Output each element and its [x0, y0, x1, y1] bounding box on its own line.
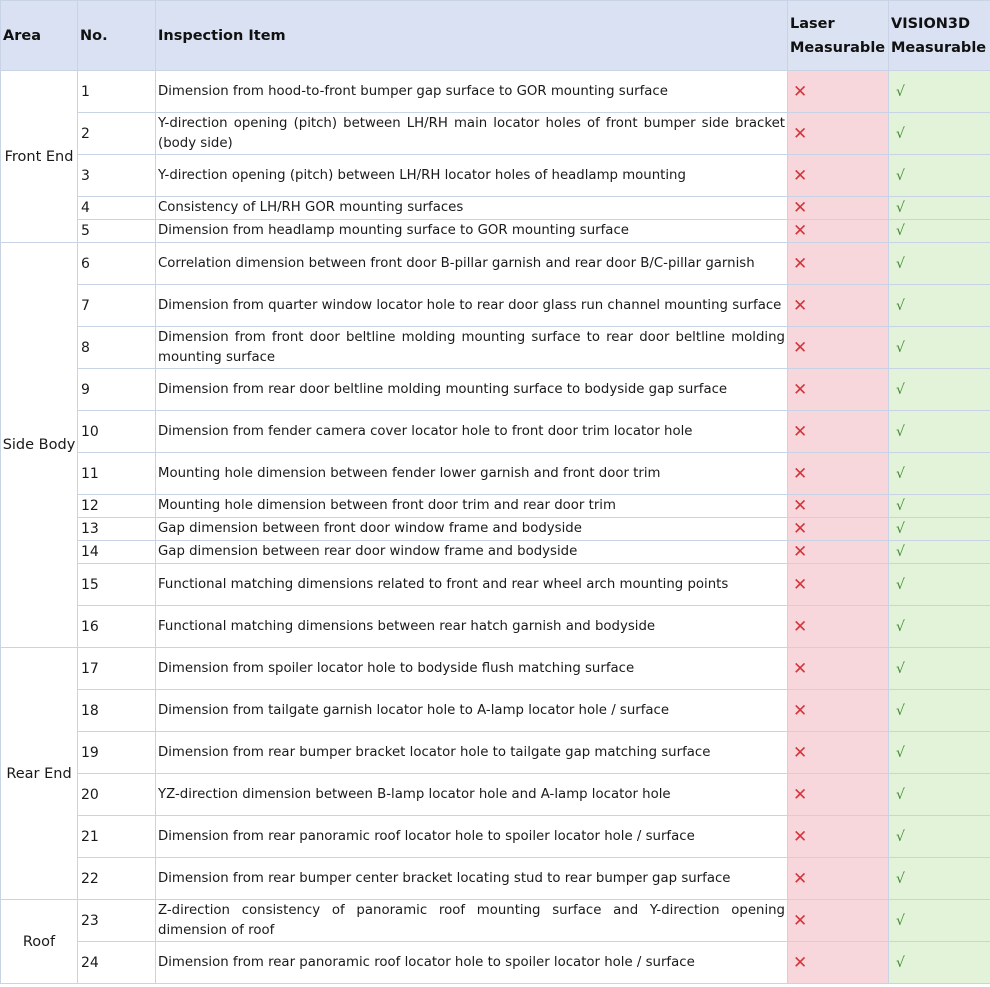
vision3d-measurable-cell: [889, 732, 990, 774]
laser-measurable-cell: [788, 197, 889, 220]
row-number: 19: [78, 732, 156, 774]
row-number: 12: [78, 495, 156, 518]
table-row: [1, 900, 990, 942]
table-row: [1, 648, 990, 690]
check-icon: √: [896, 702, 905, 719]
row-number: 15: [78, 564, 156, 606]
table-row: [1, 541, 990, 564]
table-row: [1, 453, 990, 495]
row-number: 7: [78, 285, 156, 327]
row-number: 8: [78, 327, 156, 369]
check-icon: √: [896, 786, 905, 803]
header-laser-line2: Measurable: [790, 39, 886, 56]
table-row: [1, 327, 990, 369]
check-icon: √: [896, 660, 905, 677]
vision3d-measurable-cell: [889, 564, 990, 606]
header-vision3d-measurable: [889, 1, 990, 71]
area-cell: Side Body: [1, 243, 78, 648]
check-icon: √: [896, 83, 905, 100]
inspection-item: Functional matching dimensions between rear hatch garnish and bodyside: [156, 606, 788, 648]
header-inspection-item: Inspection Item: [156, 1, 788, 71]
check-icon: √: [896, 255, 905, 272]
table-row: [1, 732, 990, 774]
vision3d-measurable-cell: [889, 816, 990, 858]
check-icon: √: [896, 828, 905, 845]
table-body: [1, 71, 990, 984]
cross-icon: ✕: [793, 574, 808, 595]
laser-measurable-cell: [788, 732, 889, 774]
check-icon: √: [896, 521, 905, 537]
vision3d-measurable-cell: [889, 518, 990, 541]
inspection-item: Dimension from rear panoramic roof locator hole to spoiler locator hole / surface: [156, 816, 788, 858]
vision3d-measurable-cell: [889, 858, 990, 900]
table-row: [1, 71, 990, 113]
laser-measurable-cell: [788, 690, 889, 732]
header-row: [1, 1, 990, 71]
table-row: [1, 942, 990, 984]
row-number: 21: [78, 816, 156, 858]
cross-icon: ✕: [793, 910, 808, 931]
inspection-item: Dimension from headlamp mounting surface to GOR mounting surface: [156, 220, 788, 243]
check-icon: √: [896, 576, 905, 593]
vision3d-measurable-cell: [889, 243, 990, 285]
cross-icon: ✕: [793, 221, 808, 241]
inspection-item: Correlation dimension between front door B-pillar garnish and rear door B/C-pillar garnish: [156, 243, 788, 285]
check-icon: √: [896, 618, 905, 635]
header-laser-line1: Laser: [790, 15, 835, 32]
laser-measurable-cell: [788, 942, 889, 984]
cross-icon: ✕: [793, 81, 808, 102]
laser-measurable-cell: [788, 541, 889, 564]
vision3d-measurable-cell: [889, 690, 990, 732]
table-row: [1, 113, 990, 155]
check-icon: √: [896, 912, 905, 929]
table-row: [1, 369, 990, 411]
inspection-item: Dimension from tailgate garnish locator hole to A-lamp locator hole / surface: [156, 690, 788, 732]
row-number: 5: [78, 220, 156, 243]
inspection-item: Z-direction consistency of panoramic roof mounting surface and Y-direction opening dimension of roof: [156, 900, 788, 942]
laser-measurable-cell: [788, 648, 889, 690]
laser-measurable-cell: [788, 606, 889, 648]
inspection-item: Dimension from rear bumper center bracket locating stud to rear bumper gap surface: [156, 858, 788, 900]
cross-icon: ✕: [793, 165, 808, 186]
cross-icon: ✕: [793, 700, 808, 721]
laser-measurable-cell: [788, 285, 889, 327]
vision3d-measurable-cell: [889, 369, 990, 411]
cross-icon: ✕: [793, 742, 808, 763]
inspection-item: Y-direction opening (pitch) between LH/RH main locator holes of front bumper side bracket (body side): [156, 113, 788, 155]
vision3d-measurable-cell: [889, 606, 990, 648]
cross-icon: ✕: [793, 337, 808, 358]
inspection-item: Y-direction opening (pitch) between LH/RH locator holes of headlamp mounting: [156, 155, 788, 197]
check-icon: √: [896, 167, 905, 184]
vision3d-measurable-cell: [889, 220, 990, 243]
table-row: [1, 285, 990, 327]
inspection-item: Gap dimension between rear door window frame and bodyside: [156, 541, 788, 564]
header-laser-measurable: [788, 1, 889, 71]
cross-icon: ✕: [793, 463, 808, 484]
cross-icon: ✕: [793, 658, 808, 679]
vision3d-measurable-cell: [889, 327, 990, 369]
row-number: 1: [78, 71, 156, 113]
table-row: [1, 411, 990, 453]
inspection-item: Functional matching dimensions related to front and rear wheel arch mounting points: [156, 564, 788, 606]
inspection-item: YZ-direction dimension between B-lamp locator hole and A-lamp locator hole: [156, 774, 788, 816]
laser-measurable-cell: [788, 453, 889, 495]
row-number: 23: [78, 900, 156, 942]
table-row: [1, 495, 990, 518]
inspection-item: Dimension from rear panoramic roof locator hole to spoiler locator hole / surface: [156, 942, 788, 984]
inspection-item: Dimension from hood-to-front bumper gap surface to GOR mounting surface: [156, 71, 788, 113]
row-number: 6: [78, 243, 156, 285]
cross-icon: ✕: [793, 421, 808, 442]
header-area: Area: [1, 1, 78, 71]
check-icon: √: [896, 544, 905, 560]
inspection-item: Dimension from front door beltline molding mounting surface to rear door beltline molding mounting surface: [156, 327, 788, 369]
inspection-item: Consistency of LH/RH GOR mounting surfaces: [156, 197, 788, 220]
check-icon: √: [896, 498, 905, 514]
vision3d-measurable-cell: [889, 411, 990, 453]
table-row: [1, 518, 990, 541]
inspection-item: Dimension from rear door beltline molding mounting surface to bodyside gap surface: [156, 369, 788, 411]
laser-measurable-cell: [788, 858, 889, 900]
table-row: [1, 858, 990, 900]
area-cell: Rear End: [1, 648, 78, 900]
row-number: 11: [78, 453, 156, 495]
row-number: 17: [78, 648, 156, 690]
cross-icon: ✕: [793, 295, 808, 316]
check-icon: √: [896, 423, 905, 440]
laser-measurable-cell: [788, 816, 889, 858]
inspection-item: Mounting hole dimension between front door trim and rear door trim: [156, 495, 788, 518]
inspection-item: Mounting hole dimension between fender lower garnish and front door trim: [156, 453, 788, 495]
laser-measurable-cell: [788, 900, 889, 942]
cross-icon: ✕: [793, 616, 808, 637]
header-v3d-line2: Measurable: [891, 39, 987, 56]
table-row: [1, 690, 990, 732]
table-row: [1, 564, 990, 606]
row-number: 10: [78, 411, 156, 453]
laser-measurable-cell: [788, 411, 889, 453]
cross-icon: ✕: [793, 784, 808, 805]
check-icon: √: [896, 465, 905, 482]
row-number: 20: [78, 774, 156, 816]
table-row: [1, 155, 990, 197]
table-row: [1, 816, 990, 858]
header-no: No.: [78, 1, 156, 71]
row-number: 2: [78, 113, 156, 155]
row-number: 9: [78, 369, 156, 411]
cross-icon: ✕: [793, 868, 808, 889]
check-icon: √: [896, 125, 905, 142]
area-cell: Roof: [1, 900, 78, 984]
vision3d-measurable-cell: [889, 285, 990, 327]
cross-icon: ✕: [793, 519, 808, 539]
vision3d-measurable-cell: [889, 541, 990, 564]
vision3d-measurable-cell: [889, 71, 990, 113]
row-number: 13: [78, 518, 156, 541]
inspection-item: Dimension from rear bumper bracket locator hole to tailgate gap matching surface: [156, 732, 788, 774]
laser-measurable-cell: [788, 564, 889, 606]
header-v3d-line1: VISION3D: [891, 15, 971, 32]
check-icon: √: [896, 381, 905, 398]
row-number: 18: [78, 690, 156, 732]
cross-icon: ✕: [793, 496, 808, 516]
check-icon: √: [896, 297, 905, 314]
cross-icon: ✕: [793, 123, 808, 144]
table-row: [1, 243, 990, 285]
inspection-item: Dimension from quarter window locator hole to rear door glass run channel mounting surface: [156, 285, 788, 327]
row-number: 24: [78, 942, 156, 984]
vision3d-measurable-cell: [889, 155, 990, 197]
cross-icon: ✕: [793, 826, 808, 847]
laser-measurable-cell: [788, 518, 889, 541]
row-number: 22: [78, 858, 156, 900]
laser-measurable-cell: [788, 243, 889, 285]
laser-measurable-cell: [788, 327, 889, 369]
row-number: 14: [78, 541, 156, 564]
row-number: 4: [78, 197, 156, 220]
inspection-item: Dimension from fender camera cover locator hole to front door trim locator hole: [156, 411, 788, 453]
cross-icon: ✕: [793, 198, 808, 218]
laser-measurable-cell: [788, 220, 889, 243]
vision3d-measurable-cell: [889, 900, 990, 942]
table-row: [1, 197, 990, 220]
laser-measurable-cell: [788, 113, 889, 155]
vision3d-measurable-cell: [889, 495, 990, 518]
check-icon: √: [896, 200, 905, 216]
laser-measurable-cell: [788, 71, 889, 113]
area-cell: Front End: [1, 71, 78, 243]
laser-measurable-cell: [788, 155, 889, 197]
check-icon: √: [896, 339, 905, 356]
vision3d-measurable-cell: [889, 113, 990, 155]
laser-measurable-cell: [788, 774, 889, 816]
row-number: 3: [78, 155, 156, 197]
vision3d-measurable-cell: [889, 197, 990, 220]
cross-icon: ✕: [793, 253, 808, 274]
check-icon: √: [896, 223, 905, 239]
vision3d-measurable-cell: [889, 453, 990, 495]
vision3d-measurable-cell: [889, 774, 990, 816]
cross-icon: ✕: [793, 952, 808, 973]
row-number: 16: [78, 606, 156, 648]
table-row: [1, 606, 990, 648]
check-icon: √: [896, 870, 905, 887]
inspection-item: Dimension from spoiler locator hole to bodyside flush matching surface: [156, 648, 788, 690]
table-row: [1, 220, 990, 243]
inspection-item: Gap dimension between front door window frame and bodyside: [156, 518, 788, 541]
laser-measurable-cell: [788, 369, 889, 411]
table-row: [1, 774, 990, 816]
vision3d-measurable-cell: [889, 648, 990, 690]
check-icon: √: [896, 954, 905, 971]
vision3d-measurable-cell: [889, 942, 990, 984]
cross-icon: ✕: [793, 542, 808, 562]
check-icon: √: [896, 744, 905, 761]
cross-icon: ✕: [793, 379, 808, 400]
laser-measurable-cell: [788, 495, 889, 518]
